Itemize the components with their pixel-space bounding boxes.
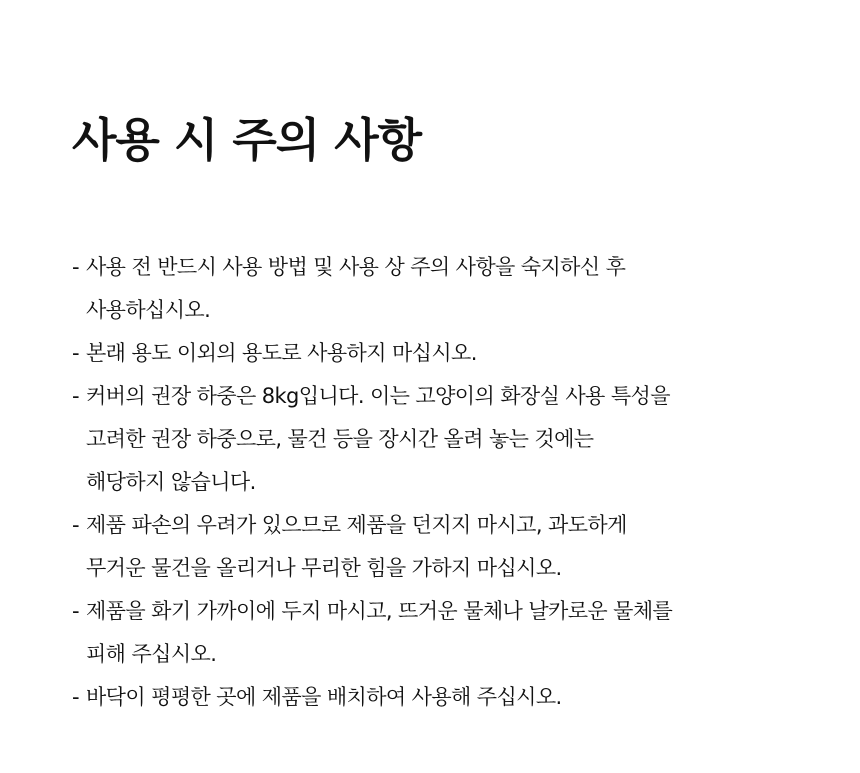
caution-item-3 bbox=[72, 375, 832, 504]
caution-item-4-line-1: 제품 파손의 우려가 있으므로 제품을 던지지 마시고, 과도하게 bbox=[86, 513, 627, 537]
caution-item-6 bbox=[72, 676, 832, 719]
caution-item-5-line-2: 피해 주십시오. bbox=[86, 642, 217, 666]
caution-item-1 bbox=[72, 246, 832, 332]
bullet-dash: - bbox=[72, 685, 79, 709]
caution-item-2 bbox=[72, 332, 832, 375]
bullet-dash: - bbox=[72, 384, 79, 408]
caution-item-3-line-3: 해당하지 않습니다. bbox=[86, 470, 256, 494]
caution-item-4 bbox=[72, 504, 832, 590]
bullet-dash: - bbox=[72, 255, 79, 279]
caution-item-4-line-2: 무거운 물건을 올리거나 무리한 힘을 가하지 마십시오. bbox=[86, 556, 562, 580]
caution-item-2-line-1: 본래 용도 이외의 용도로 사용하지 마십시오. bbox=[86, 341, 477, 365]
bullet-dash: - bbox=[72, 599, 79, 623]
caution-item-3-line-1: 커버의 권장 하중은 8kg입니다. 이는 고양이의 화장실 사용 특성을 bbox=[86, 384, 670, 408]
caution-item-5 bbox=[72, 590, 832, 676]
bullet-dash: - bbox=[72, 513, 79, 537]
caution-list bbox=[72, 246, 832, 719]
caution-item-3-line-2: 고려한 권장 하중으로, 물건 등을 장시간 올려 놓는 것에는 bbox=[86, 427, 594, 451]
page-title: 사용 시 주의 사항 bbox=[72, 113, 422, 167]
caution-item-1-line-1: 사용 전 반드시 사용 방법 및 사용 상 주의 사항을 숙지하신 후 bbox=[86, 255, 626, 279]
caution-item-1-line-2: 사용하십시오. bbox=[86, 298, 211, 322]
caution-item-5-line-1: 제품을 화기 가까이에 두지 마시고, 뜨거운 물체나 날카로운 물체를 bbox=[86, 599, 673, 623]
bullet-dash: - bbox=[72, 341, 79, 365]
caution-item-6-line-1: 바닥이 평평한 곳에 제품을 배치하여 사용해 주십시오. bbox=[86, 685, 562, 709]
